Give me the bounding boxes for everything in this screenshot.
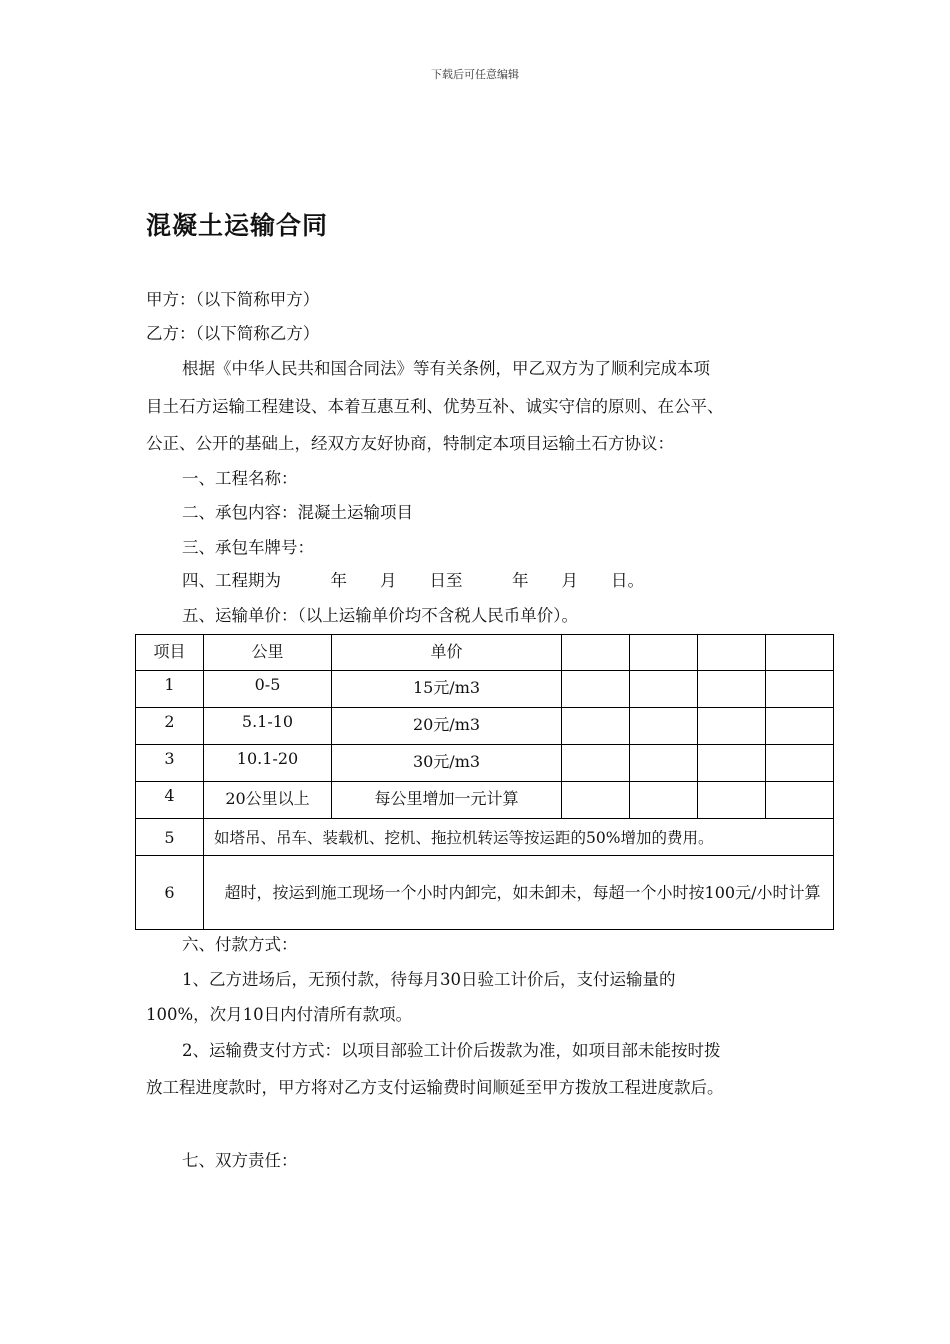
row-km: 5.1-10 bbox=[204, 708, 332, 745]
row-price: 30元/m3 bbox=[332, 745, 562, 782]
row-km: 20公里以上 bbox=[204, 782, 332, 819]
row-no: 1 bbox=[136, 671, 204, 708]
clause-contract-content: 二、承包内容：混凝土运输项目 bbox=[182, 503, 413, 522]
party-b: 乙方：（以下简称乙方） bbox=[146, 324, 320, 343]
empty-cell bbox=[562, 671, 630, 708]
empty-cell bbox=[766, 671, 834, 708]
intro-line-1: 根据《中华人民共和国合同法》等有关条例，甲乙双方为了顺利完成本项 bbox=[182, 359, 710, 378]
empty-cell bbox=[698, 671, 766, 708]
header-price: 单价 bbox=[332, 635, 562, 671]
empty-cell bbox=[630, 635, 698, 671]
empty-cell bbox=[698, 745, 766, 782]
price-table bbox=[135, 634, 834, 930]
row-no: 3 bbox=[136, 745, 204, 782]
row-price: 15元/m3 bbox=[332, 671, 562, 708]
empty-cell bbox=[562, 745, 630, 782]
header-km: 公里 bbox=[204, 635, 332, 671]
row-no: 2 bbox=[136, 708, 204, 745]
table-row bbox=[136, 819, 834, 856]
intro-line-3: 公正、公开的基础上，经双方友好协商，特制定本项目运输土石方协议： bbox=[146, 434, 674, 453]
responsibility-title: 七、双方责任： bbox=[182, 1151, 298, 1170]
empty-cell bbox=[698, 635, 766, 671]
empty-cell bbox=[766, 782, 834, 819]
header-item: 项目 bbox=[136, 635, 204, 671]
table-header-row bbox=[136, 635, 834, 671]
payment-title: 六、付款方式： bbox=[182, 935, 298, 954]
clause-unit-price: 五、运输单价：（以上运输单价均不含税人民币单价）。 bbox=[182, 606, 578, 625]
empty-cell bbox=[630, 671, 698, 708]
table-row bbox=[136, 782, 834, 819]
document-title: 混凝土运输合同 bbox=[146, 211, 329, 240]
row-no: 6 bbox=[136, 856, 204, 930]
payment-clause-2-line-2: 放工程进度款时，甲方将对乙方支付运输费时间顺延至甲方拨放工程进度款后。 bbox=[146, 1078, 724, 1097]
table-row bbox=[136, 671, 834, 708]
empty-cell bbox=[766, 708, 834, 745]
empty-cell bbox=[562, 635, 630, 671]
row-note: 如塔吊、吊车、装载机、挖机、拖拉机转运等按运距的50%增加的费用。 bbox=[204, 819, 834, 856]
row-price: 每公里增加一元计算 bbox=[332, 782, 562, 819]
clause-project-name: 一、工程名称： bbox=[182, 469, 298, 488]
empty-cell bbox=[562, 708, 630, 745]
row-km: 10.1-20 bbox=[204, 745, 332, 782]
clause-plate-number: 三、承包车牌号： bbox=[182, 538, 314, 557]
empty-cell bbox=[630, 708, 698, 745]
table-row bbox=[136, 856, 834, 930]
intro-line-2: 目土石方运输工程建设、本着互惠互利、优势互补、诚实守信的原则、在公平、 bbox=[146, 397, 724, 416]
empty-cell bbox=[630, 782, 698, 819]
empty-cell bbox=[766, 745, 834, 782]
party-a: 甲方：（以下简称甲方） bbox=[146, 290, 320, 309]
row-note: 超时，按运到施工现场一个小时内卸完，如未卸未，每超一个小时按100元/小时计算 bbox=[204, 856, 834, 930]
row-no: 5 bbox=[136, 819, 204, 856]
payment-clause-2-line-1: 2、运输费支付方式：以项目部验工计价后拨款为准，如项目部未能按时拨 bbox=[182, 1041, 721, 1060]
clause-period: 四、工程期为 年 月 日至 年 月 日。 bbox=[182, 571, 644, 590]
row-km: 0-5 bbox=[204, 671, 332, 708]
empty-cell bbox=[698, 708, 766, 745]
page-header: 下载后可任意编辑 bbox=[431, 68, 519, 81]
empty-cell bbox=[630, 745, 698, 782]
table-row bbox=[136, 745, 834, 782]
payment-clause-1-line-1: 1、乙方进场后，无预付款，待每月30日验工计价后，支付运输量的 bbox=[182, 970, 676, 989]
empty-cell bbox=[698, 782, 766, 819]
table-row bbox=[136, 708, 834, 745]
row-price: 20元/m3 bbox=[332, 708, 562, 745]
payment-clause-1-line-2: 100%，次月10日内付清所有款项。 bbox=[146, 1005, 413, 1024]
empty-cell bbox=[766, 635, 834, 671]
empty-cell bbox=[562, 782, 630, 819]
row-no: 4 bbox=[136, 782, 204, 819]
